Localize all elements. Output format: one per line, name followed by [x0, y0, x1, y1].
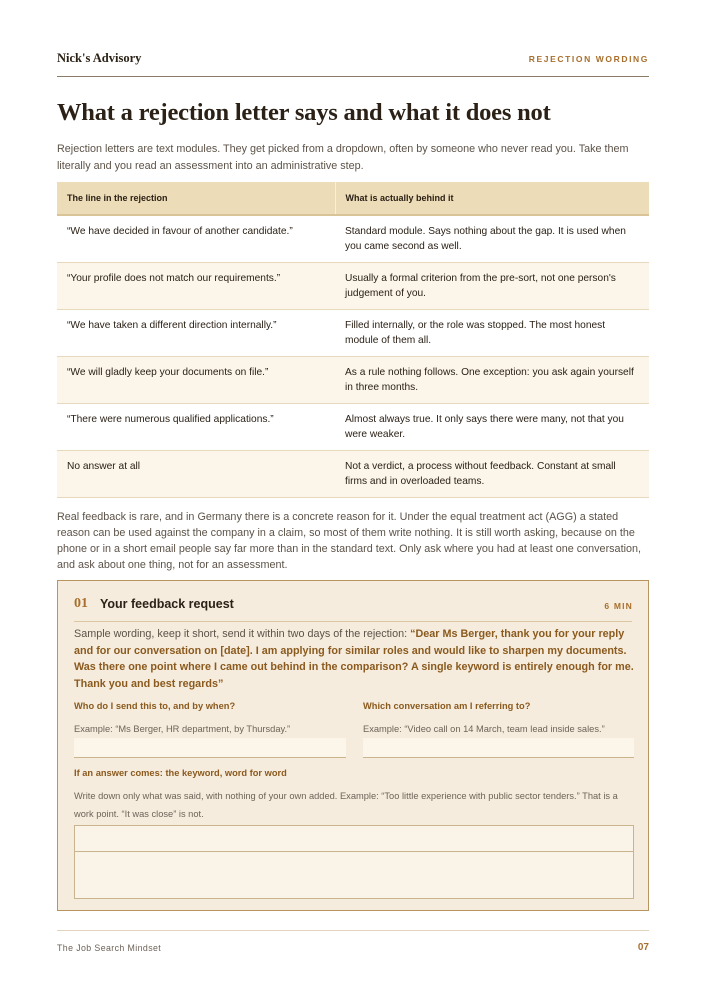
rejection-meaning: Usually a formal criterion from the pre-sort, not one person's judgement of you.	[335, 263, 649, 310]
rejection-meaning: Standard module. Says nothing about the gap. It is used when you came second as well.	[335, 215, 649, 263]
intro-paragraph: Rejection letters are text modules. They get picked from a dropdown, often by someone who never read you. Take them literally and you read an assessment into an administrative step.	[57, 143, 629, 172]
rejection-line: “We will gladly keep your documents on file.”	[57, 357, 335, 404]
column-header-meaning: What is actually behind it	[335, 182, 649, 215]
page-title: What a rejection letter says and what it does not	[57, 99, 551, 126]
conversation-field-hint: Example: “Video call on 14 March, team lead inside sales.”	[363, 724, 605, 734]
feedback-context-paragraph: Real feedback is rare, and in Germany there is a concrete reason for it. Under the equal treatment act (AGG) a stated reason can be used against the company in a claim, so most of them write nothing. It is still worth asking, because on the phone or in a short email people say far more than in the standard text. Only ask where you had at least one conversation, and ask about one thing, not for an assessment.	[57, 511, 641, 571]
exercise-duration: 6 MIN	[604, 601, 633, 611]
rejection-line: “We have decided in favour of another candidate.”	[57, 215, 335, 263]
recipient-field-input[interactable]	[74, 738, 346, 758]
keyword-field-hint: Write down only what was said, with nothing of your own added. Example: “Too little experience with public sector tenders.” That is a work point. “It was close” is not.	[74, 791, 618, 819]
keyword-answer-box[interactable]	[74, 825, 634, 899]
table-row	[57, 263, 649, 310]
keyword-field-label: If an answer comes: the keyword, word for word	[74, 768, 287, 778]
rejection-meaning: Filled internally, or the role was stopped. The most honest module of them all.	[335, 310, 649, 357]
table-row	[57, 451, 649, 498]
table-row	[57, 215, 649, 263]
sample-intro: Sample wording, keep it short, send it within two days of the rejection:	[74, 628, 411, 640]
column-header-line: The line in the rejection	[57, 182, 335, 215]
page-number: 07	[637, 942, 649, 953]
rejection-meaning: As a rule nothing follows. One exception: you ask again yourself in three months.	[335, 357, 649, 404]
conversation-field-input[interactable]	[363, 738, 634, 758]
section-label: REJECTION WORDING	[528, 54, 649, 64]
footer-book-title: The Job Search Mindset	[57, 943, 162, 953]
rejection-line: “Your profile does not match our requirements.”	[57, 263, 335, 310]
rejection-meaning: Almost always true. It only says there were many, not that you were weaker.	[335, 404, 649, 451]
rejection-table	[57, 182, 649, 498]
answer-box-divider	[75, 851, 633, 852]
rejection-line: No answer at all	[57, 451, 335, 498]
page-header	[57, 51, 649, 77]
table-row	[57, 310, 649, 357]
exercise-number: 01	[74, 596, 88, 611]
rejection-line: “We have taken a different direction internally.”	[57, 310, 335, 357]
recipient-field-hint: Example: “Ms Berger, HR department, by Thursday.”	[74, 724, 291, 734]
brand-name: Nick's Advisory	[57, 51, 142, 65]
rejection-line: “There were numerous qualified applications.”	[57, 404, 335, 451]
conversation-field-label: Which conversation am I referring to?	[363, 701, 531, 711]
exercise-title: Your feedback request	[100, 597, 234, 611]
table-row	[57, 404, 649, 451]
rejection-meaning: Not a verdict, a process without feedback. Constant at small firms and in overloaded teams.	[335, 451, 649, 498]
recipient-field-label: Who do I send this to, and by when?	[74, 701, 236, 711]
sample-quote: “Dear Ms Berger, thank you for your reply and for our conversation on [date]. I am applying for similar roles and would like to sharpen my documents. Was there one point where I came out behind in the comparison? A single keyword is entirely enough for me. Thank you and best regards”	[74, 628, 634, 690]
table-header-row	[57, 182, 649, 215]
sample-wording	[74, 626, 636, 692]
page-footer	[57, 930, 649, 953]
card-divider	[74, 621, 632, 622]
exercise-card	[57, 580, 649, 911]
table-row	[57, 357, 649, 404]
